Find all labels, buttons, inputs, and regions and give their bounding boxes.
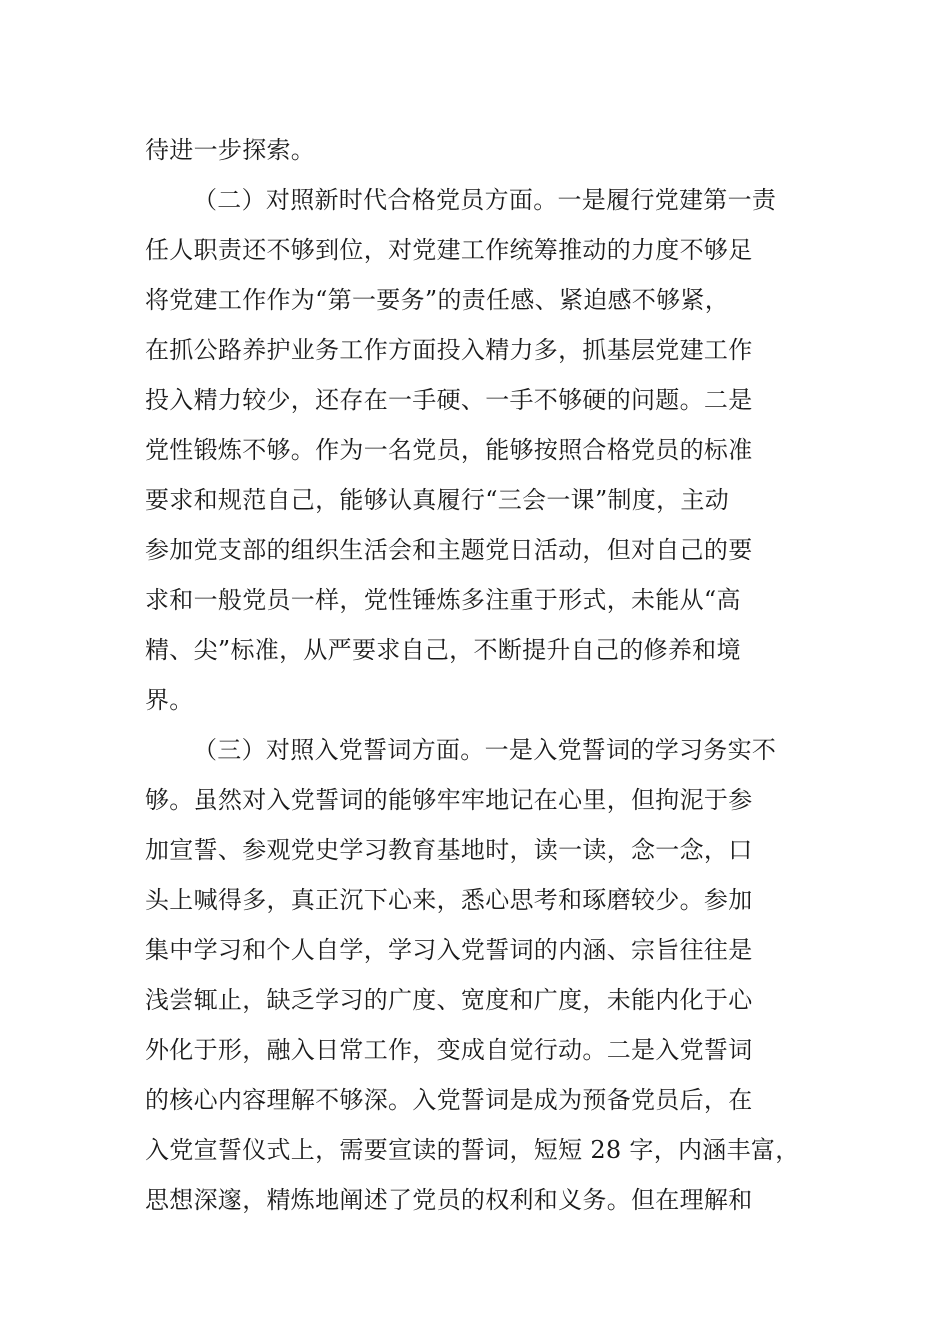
paragraph-start-line: （三）对照入党誓词方面。一是入党誓词的学习务实不 [193,736,777,764]
text-line: 要求和规范自己，能够认真履行“三会一课”制度，主动 [145,486,730,514]
text-line: 浅尝辄止，缺乏学习的广度、宽度和广度，未能内化于心 [145,986,753,1014]
text-line: 界。 [145,686,194,714]
text-line: 将党建工作作为“第一要务”的责任感、紧迫感不够紧， [145,286,730,314]
text-line: 求和一般党员一样，党性锤炼多注重于形式，未能从“高 [145,586,741,614]
text-line: 在抓公路养护业务工作方面投入精力多，抓基层党建工作 [145,336,753,364]
text-line: 加宣誓、参观党史学习教育基地时，读一读，念一念，口 [145,836,753,864]
text-line: 够。虽然对入党誓词的能够牢牢地记在心里，但拘泥于参 [145,786,753,814]
text-line: 精、尖”标准，从严要求自己，不断提升自己的修养和境 [145,636,741,664]
text-line: 参加党支部的组织生活会和主题党日活动，但对自己的要 [145,536,753,564]
text-line: 党性锻炼不够。作为一名党员，能够按照合格党员的标准 [145,436,753,464]
text-line: 投入精力较少，还存在一手硬、一手不够硬的问题。二是 [145,386,753,414]
text-line: 任人职责还不够到位，对党建工作统筹推动的力度不够足 [145,236,753,264]
text-line: 集中学习和个人自学，学习入党誓词的内涵、宗旨往往是 [145,936,753,964]
paragraph-start-line: （二）对照新时代合格党员方面。一是履行党建第一责 [193,186,777,214]
text-line: 的核心内容理解不够深。入党誓词是成为预备党员后，在 [145,1086,753,1114]
text-line: 待进一步探索。 [145,136,316,164]
text-line: 思想深邃，精炼地阐述了党员的权利和义务。但在理解和 [145,1186,753,1214]
text-line: 入党宣誓仪式上，需要宣读的誓词，短短 28 字，内涵丰富， [145,1136,800,1164]
text-line: 外化于形，融入日常工作，变成自觉行动。二是入党誓词 [145,1036,753,1064]
text-line: 头上喊得多，真正沉下心来，悉心思考和琢磨较少。参加 [145,886,753,914]
